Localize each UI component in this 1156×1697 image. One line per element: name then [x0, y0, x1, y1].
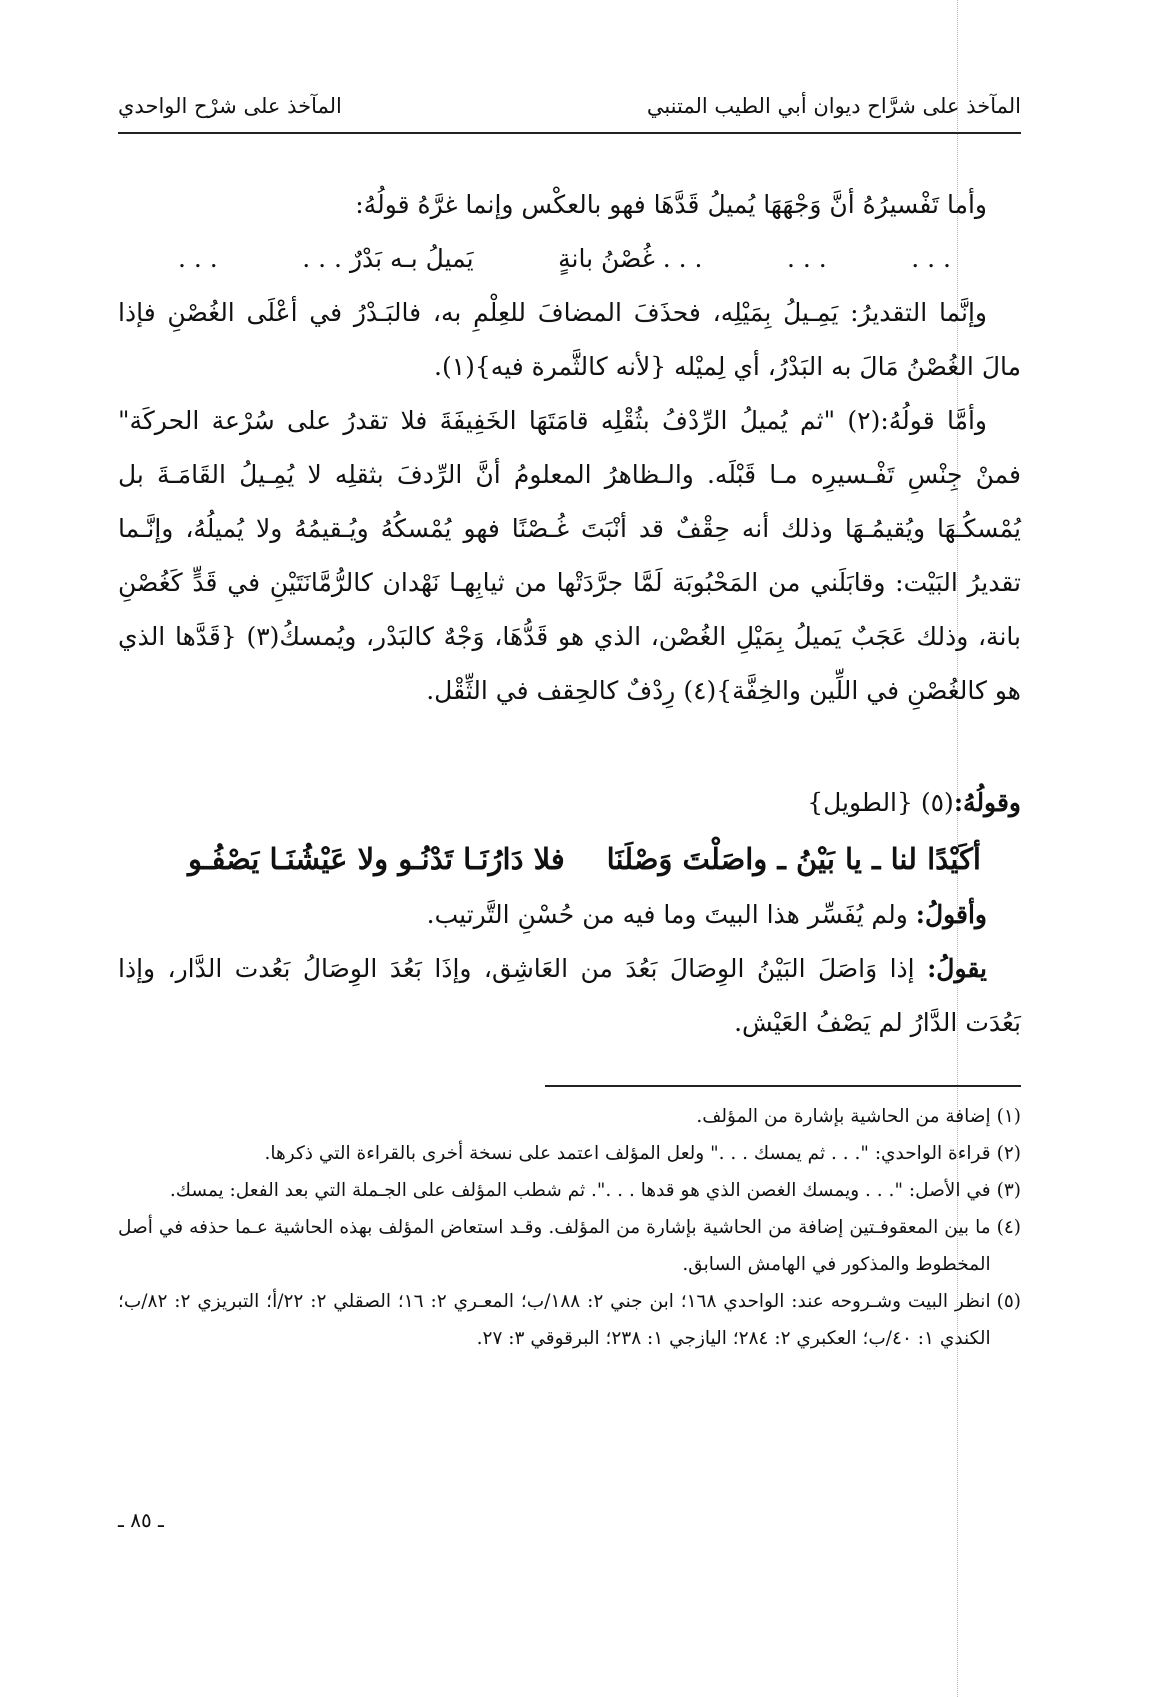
- verse-fragment: [118, 232, 1021, 286]
- comment-lead: وأقولُ:: [915, 900, 987, 929]
- footnote-text: إضافة من الحاشية بإشارة من المؤلف.: [696, 1106, 991, 1127]
- verse-first-hemistich: أكَيْدًا لنا ـ يا بَيْنُ ـ واصَلْتَ وَصْلَنَا: [606, 842, 981, 876]
- verse-intro-lead: وقولُهُ:: [953, 788, 1021, 817]
- main-text: [118, 178, 1021, 1050]
- footnote-number: (٢): [996, 1143, 1021, 1164]
- header-book-title: المآخذ على شرَّاح ديوان أبي الطيب المتنبي: [646, 94, 1021, 118]
- paragraph-2: وإنَّما التقديرُ: يَمِـيلُ بِمَيْلِه، فحذَفَ المضافَ للعِلْمِ به، فالبَـدْرُ في أعْلَى الغُصْنِ فإذا مالَ الغُصْنُ مَالَ به البَدْرُ، أي لِميْله {لأنه كالثَّمرة فيه}(١).: [118, 298, 1021, 381]
- footnotes: [118, 1098, 1021, 1357]
- footnote-text: في الأصل: ". . . ويمسك الغصن الذي هو قدها . . .". ثم شطب المؤلف على الجـملة التي بعد الفعل: يمسك.: [169, 1180, 991, 1201]
- footnote: [118, 1209, 1021, 1283]
- verse-second-hemistich: فلا دَارُنَـا تَدْنُـو ولا عَيْشُنَـا يَصْفُـو: [188, 842, 565, 876]
- book-page: [118, 0, 1021, 1697]
- footnote-number: (٥): [996, 1291, 1021, 1312]
- footnote-rule: [545, 1085, 1021, 1087]
- verse-intro-meter: (٥) {الطويل}: [807, 788, 954, 817]
- fragment-part-1: . . . غُصْنُ بانةٍ: [558, 244, 703, 273]
- comment-text: ولم يُفَسِّر هذا البيتَ وما فيه من حُسْنِ التَّرتيب.: [426, 900, 916, 929]
- poem-verse: [118, 830, 1021, 888]
- header-chapter-title: المآخذ على شرْح الواحدي: [118, 94, 342, 118]
- footnote-number: (٣): [996, 1180, 1021, 1201]
- footnote-text: انظر البيت وشـروحه عند: الواحدي ١٦٨؛ ابن جني ٢: ١٨٨/ب؛ المعـري ٢: ١٦؛ الصقلي ٢: ٢٢/أ؛ التبريزي ٢: ٨٢/ب؛ الكندي ١: ٤٠/ب؛ العكبري ٢: ٢٨٤؛ اليازجي ١: ٢٣٨؛ البرقوقي ٣: ٢٧.: [118, 1291, 991, 1349]
- footnote: [118, 1135, 1021, 1172]
- fragment-dots-mid: . . .: [787, 244, 827, 273]
- footnote: [118, 1098, 1021, 1135]
- footnote-text: ما بين المعقوفـتين إضافة من الحاشية بإشارة من المؤلف. وقـد استعاض المؤلف بهذه الحاشية عـما حذفه في أصل المخطوط والمذكور في الهامش السابق.: [118, 1217, 991, 1275]
- footnote-number: (٤): [996, 1217, 1021, 1238]
- fragment-dots-right: . . .: [911, 244, 951, 273]
- paragraph-explanation: [118, 942, 1021, 1050]
- verse-intro: [118, 776, 1021, 830]
- explanation-lead: يقولُ:: [927, 954, 987, 983]
- header-rule: [118, 132, 1021, 134]
- section-gap: [118, 718, 1021, 776]
- running-header: [118, 88, 1021, 128]
- page-number: ـ ٨٥ ـ: [118, 1508, 164, 1532]
- footnote: [118, 1172, 1021, 1209]
- footnote: [118, 1283, 1021, 1357]
- fragment-dots-left: . . .: [178, 244, 218, 273]
- footnote-number: (١): [996, 1106, 1021, 1127]
- paragraph-3: وأمَّا قولُهُ:(٢) "ثم يُميلُ الرِّدْفُ بثُقْلِه قامَتَهَا الخَفِيفَةَ فلا تقدرُ على سُرْعة الحركَة" فمنْ جِنْسِ تَفْـسيرِه مـا قَبْلَه. والـظاهرُ المعلومُ أنَّ الرِّدفَ بثقلِه لا يُمِـيلُ القَامَـةَ بل يُمْسكُـهَا ويُقيمُـهَا وذلك أنه حِقْفٌ قد أنْبَتَ غُـصْنًا فهو يُمْسكُهُ ويُـقيمُهُ ولا يُميلُهُ، وإنَّـما تقديرُ البَيْت: وقابَلَني من المَحْبُوبَة لَمَّا جرَّدَتْها من ثيابِهـا نَهْدان كالرُّمَّانَتَيْنِ في قَدٍّ كَغُصْنِ بانة، وذلك عَجَبٌ يَميلُ بِمَيْلِ الغُصْن، الذي هو قَدُّهَا، وَجْهٌ كالبَدْر، ويُمسكُ(٣) {قَدَّها الذي هو كالغُصْنِ في اللِّين والخِفَّة}(٤) رِدْفٌ كالحِقف في الثِّقْل.: [118, 406, 1021, 705]
- paragraph-1: وأما تَفْسيرُهُ أنَّ وَجْهَهَا يُميلُ قَدَّهَا فهو بالعكْس وإنما غرَّهُ قولُهُ:: [355, 190, 987, 219]
- footnote-text: قراءة الواحدي: ". . . ثم يمسك . . ." ولعل المؤلف اعتمد على نسخة أخرى بالقراءة التي ذكرها.: [264, 1143, 991, 1164]
- paragraph-author-comment: [118, 888, 1021, 942]
- explanation-text: إذا وَاصَلَ البَيْنُ الوِصَالَ بَعُدَ من العَاشِق، وإذَا بَعُدَ الوِصَالُ بَعُدت الدَّار، وإذا بَعُدَت الدَّارُ لم يَصْفُ العَيْش.: [118, 954, 1021, 1037]
- fragment-part-2: يَميلُ بـه بَدْرٌ . . .: [302, 244, 474, 273]
